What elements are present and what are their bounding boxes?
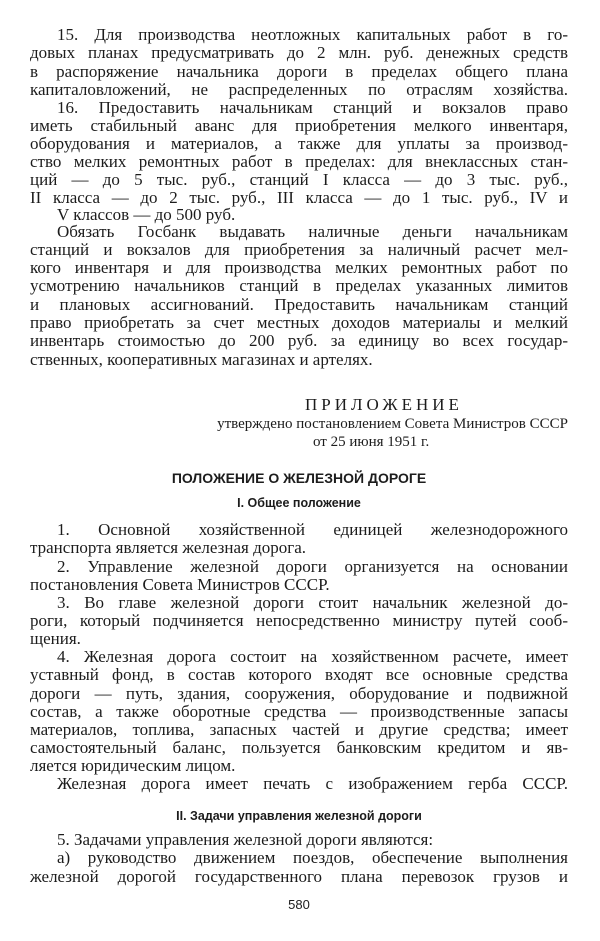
paragraph-line: станций и вокзалов для приобретения за наличный расчет мел- (30, 240, 568, 259)
section-heading: I. Общее положение (237, 496, 361, 510)
paragraph-line: ство мелких ремонтных работ в пределах: для внеклассных стан- (30, 152, 568, 171)
appendix-title: ПРИЛОЖЕНИЕ (305, 395, 463, 414)
paragraph-line: и плановых ассигнований. Предоставить начальникам станций (30, 295, 568, 314)
paragraph-line: а) руководство движением поездов, обеспечение выполнения (57, 848, 568, 867)
paragraph-line: право приобретать за счет местных доходов материалы и мелкий (30, 313, 568, 332)
paragraph-line: роги, который подчиняется непосредственно министру путей сооб- (30, 611, 568, 630)
paragraph-line: 15. Для производства неотложных капитальных работ в го- (57, 25, 568, 44)
paragraph-line: 1. Основной хозяйственной единицей железнодорожного (57, 520, 568, 539)
appendix-date: от 25 июня 1951 г. (313, 434, 430, 450)
paragraph-line: ций — до 5 тыс. руб., станций I класса — до 3 тыс. руб., (30, 170, 568, 189)
paragraph-line: состав, а также оборотные средства — производственные запасы (30, 702, 568, 721)
document-title: ПОЛОЖЕНИЕ О ЖЕЛЕЗНОЙ ДОРОГЕ (171, 470, 427, 486)
paragraph-line: щения. (30, 629, 81, 648)
paragraph-line: дороги — путь, здания, сооружения, оборудование и подвижной (30, 684, 568, 703)
paragraph-line: 2. Управление железной дороги организуется на основании (57, 557, 568, 576)
paragraph-line: 3. Во главе железной дороги стоит начальник железной до- (57, 593, 568, 612)
paragraph-line: усмотрению начальников станций в пределах указанных лимитов (30, 276, 568, 295)
paragraph-line: самостоятельный баланс, пользуется банковским кредитом и яв- (30, 738, 568, 757)
paragraph-line: оборудования и материалов, а также для уплаты за производ- (30, 134, 568, 153)
paragraph-line: уставный фонд, в состав которого входят все основные средства (30, 665, 568, 684)
paragraph-line: инвентарь стоимостью до 200 руб. за единицу во всех государ- (30, 331, 568, 350)
paragraph-line: постановления Совета Министров СССР. (30, 575, 330, 594)
paragraph-line: 5. Задачами управления железной дороги являются: (57, 830, 434, 849)
paragraph-line: капиталовложений, не распределенных по отраслям хозяйства. (30, 80, 568, 99)
paragraph-line: ляется юридическим лицом. (30, 756, 236, 775)
section-heading: II. Задачи управления железной дороги (176, 809, 422, 823)
page-number: 580 (288, 897, 310, 912)
paragraph-line: в распоряжение начальника дороги в пределах общего плана (30, 62, 568, 81)
paragraph-line: кого инвентаря и для производства мелких ремонтных работ по (30, 258, 568, 277)
appendix-approval: утверждено постановлением Совета Министров СССР (217, 416, 568, 432)
paragraph-line: иметь стабильный аванс для приобретения мелкого инвентаря, (30, 116, 568, 135)
paragraph-line: 4. Железная дорога состоит на хозяйственном расчете, имеет (57, 647, 568, 666)
paragraph-line: V классов — до 500 руб. (57, 205, 236, 224)
paragraph-line: транспорта является железная дорога. (30, 538, 307, 557)
paragraph-line: 16. Предоставить начальникам станций и вокзалов право (57, 98, 568, 117)
paragraph-line: железной дорогой государственного плана перевозок грузов и (30, 867, 568, 886)
paragraph-line: довых планах предусматривать до 2 млн. руб. денежных средств (30, 43, 568, 62)
paragraph-line: Железная дорога имеет печать с изображением герба СССР. (57, 774, 568, 793)
paragraph-line: ственных, кооперативных магазинах и артелях. (30, 350, 373, 369)
paragraph-line: Обязать Госбанк выдавать наличные деньги начальникам (57, 222, 568, 241)
paragraph-line: II класса — до 2 тыс. руб., III класса — до 1 тыс. руб., IV и (30, 188, 568, 207)
paragraph-line: материалов, топлива, запасных частей и другие средства; имеет (30, 720, 568, 739)
